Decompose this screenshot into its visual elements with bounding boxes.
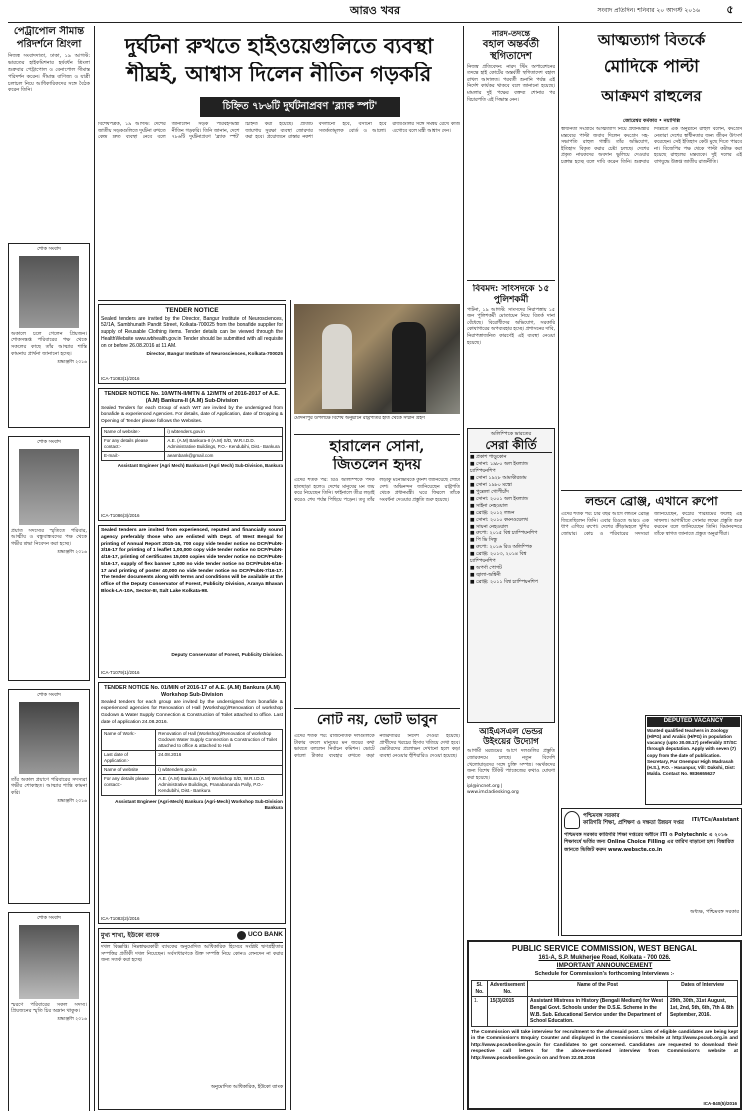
best-title: সেরা কীর্তি (470, 438, 552, 453)
tender-cell: aeambank@gmail.com (165, 452, 283, 461)
tender-notice-3 (98, 525, 286, 678)
lead-body: বিশেষপত্রক, ১৯ আগস্ট: দেশের জাতীয় সড়কগুলিতে দুর্ঘটনা রুখতে কেন্দ্র দ্রুত ব্যবস্থা নেবে বলে জানালেন সড়ক পরিবহণমন্ত্রী নীতিন গড়করি। তিনি জানান, দেশে ৭৮৬টি দুর্ঘটনাপ্রবণ 'ব্ল্যাক স্পট' চিহ্নিত করা হয়েছে। প্রতিটি জায়গায় সুরক্ষা ব্যবস্থা জোরদার করা হবে। প্রয়োজনে রাস্তার নকশা বদলানো হবে, বসানো হবে সতর্কতামূলক বোর্ড ও আলো। রাজ্যগুলির সঙ্গে সমন্বয় রেখে কাজ এগোবে বলে মন্ত্রী আশ্বাস দেন। (98, 122, 460, 141)
ipl-title-1: আইএসএল ভেন্ডর (479, 727, 543, 737)
tender-cell: Renovation of Hall (Workshop)/Renovation of workshop Godown Water Supply Connection & Construction of Toilet attached to office & attached to Hall (156, 729, 283, 750)
narada-body: নিজস্ব প্রতিবেদন: নারদ স্টিং অপারেশনের তদন্তে হাই কোর্টের অন্তর্বর্তী স্থগিতাদেশ বহাল রাখল আদালত। পরবর্তী শুনানি পর্যন্ত এই নির্দেশ কার্যকর থাকবে বলে জানানো হয়েছে। মামলার দুই পক্ষের বক্তব্য শোনার পর বিচারপতি এই সিদ্ধান্ত নেন। (467, 64, 555, 103)
photo-figure-right (392, 322, 426, 412)
news-photo (294, 304, 460, 414)
obituary-3 (8, 689, 90, 904)
modi-headline-2: মোদিকে পাল্টা (603, 58, 700, 77)
tender-body: Sealed tenders for each group are invited by the undersigned from bonafide & experienced agencies for Renovation of Hall (Workshop)/Renovation of workshop Godown & Water Supply Connection & Construction of Toilet attached to office. Last date of application 24.08.2016. (101, 699, 283, 725)
psc-footer: The Commission will take interview for recruitment to the aforesaid post. Lists of eligible candidates are being kept in the Commission's Enquiry Counter and displayed in the Commission's Website at http://www.pscwb.org.in and http://www.pscwbonline.gov.in for Candidates to get concerned. Candidates are requested to download their respective call letters for the above-mentioned interview from Commission's website at http://www.pscwbonline.gov.in on and from 22.08.2016 (471, 1029, 738, 1061)
obituary-body: স্মরণে পরিবারের সকল সদস্য। প্রিয়জনের স্মৃতি চির অম্লান থাকুক। (11, 1001, 87, 1015)
tender-cell: Name of website:- (102, 428, 165, 437)
best-list-item: ■ অপর্ণা পোপট (470, 566, 502, 572)
best-list-item: ■ ব্রোঞ্জ: ২০১১ বিশ্ব চ্যাম্পিয়নশিপ (470, 580, 538, 586)
obituary-body: অকালে চলে গেলেন প্রিয়জন। শোকসন্তপ্ত পরিবারের পক্ষ থেকে সকলের কাছে তাঁর আত্মার শান্তি কামনায় প্রার্থনা জানানো হচ্ছে। (11, 330, 87, 358)
tender-title: TENDER NOTICE No. 10/WTN-II/MTN & 12/MTN of 2016-2017 of A.E.(A.M) Bankura-II (A.M) Sub-Division (104, 391, 280, 405)
best-list-item: ■ সায়না নেহওয়াল (470, 524, 508, 530)
best-list-item: ■ ব্রোঞ্জ: ২০১২ লন্ডন (470, 510, 515, 516)
uco-body: দখল বিজ্ঞপ্তি। নিম্নস্বাক্ষরকারী ব্যাংকের অনুমোদিত আধিকারিক হিসেবে সংশ্লিষ্ট ঋণগ্রহীতার সম্পত্তির প্রতীকী দখল নিয়েছেন। সর্বসাধারণকে উক্ত সম্পত্তি নিয়ে কোনও লেনদেন না করার জন্য সতর্ক করা হচ্ছে। (101, 945, 283, 964)
vacancy-body: Wanted qualified teachers in Zoology (H/PG) and Arabic (H/PG) in population vacancy (upto 30.08.17) preferably ST/SC through deputation. Apply with seven (7) copy from the date of publication. Secretary, Par Onempur High Madrasah (H.S.), P.O. - Hasanpur, Vill: Dakshi, Dist: Malda. Contact No. 9836655627 (647, 727, 737, 777)
tender-notice-1 (98, 304, 286, 384)
heart-headline-1: হারালেন সোনা, (329, 438, 425, 455)
tender-body: Sealed Tenders for each Group of each WIT are invited by the undersigned from bonafide & experienced Agencies. For details, date of Application, date of Dropping & Opening of Tender please follows the Websites. (101, 405, 283, 424)
tender-code: ICA-T1079(1)/2016 (101, 670, 140, 676)
header-rule (8, 22, 742, 23)
obituary-body: প্রয়াত সদস্যের স্মৃতিতে পরিবার, আত্মীয় ও বন্ধুবান্ধবদের পক্ষ থেকে গভীর শ্রদ্ধা নিবেদন করা হচ্ছে। (11, 527, 87, 548)
psc-subtitle: Schedule for Commission's forthcoming Interviews :- (534, 971, 675, 978)
modi-byline: জোরেশ্বর কর্মকার • নয়াদিল্লি (622, 118, 681, 124)
page-number: ৫ (726, 3, 734, 16)
govt-body: পশ্চিমবঙ্গ সরকার কারিগরি শিক্ষা দপ্তরের অধীনে ITI ও Polytechnic এ ২০১৬ শিক্ষাবর্ষে ভর্তির জন্য Online Choice Filling এর তারিখ বাড়ানো হল। বিস্তারিত জানতে ভিজিট করুন www.webscte.co.in (564, 832, 734, 853)
modi-body: স্বাধীনতা সংগ্রামে আত্মত্যাগ নিয়ে প্রধানমন্ত্রীর মন্তব্যের পাল্টা জবাব দিলেন কংগ্রেস সহ-সভাপতি রাহুল গান্ধী। তাঁর অভিযোগ, ইতিহাস বিকৃত করার চেষ্টা চলছে। দেশের প্রকৃত নায়কদের অবদান ভুলিয়ে দেওয়ার চক্রান্ত হচ্ছে বলে দাবি করেন তিনি। শুক্রবার দিল্লিতে এক অনুষ্ঠানে রাহুল বলেন, কংগ্রেস নেতারা দেশের স্বাধীনতার জন্য জীবন উৎসর্গ করেছেন। সেই ইতিহাস কেউ মুছে দিতে পারবে না। বিজেপির পক্ষ থেকে পাল্টা কটাক্ষ করা হয়েছে রাহুলের মন্তব্যকে। দুই দলের এই বাগযুদ্ধে উত্তপ্ত জাতীয় রাজনীতি। (561, 127, 742, 166)
saansad-body: পাটনা, ১৯ আগস্ট: সাংসদের নিরাপত্তায় ১৫ জন পুলিশকর্মী মোতায়েন নিয়ে বিতর্ক দানা বেঁধেছে। বিরোধীদের অভিযোগ, সরকারি কোষাগারের অপব্যবহার হচ্ছে। প্রশাসনের দাবি, নিরাপত্তাজনিত কারণেই এই ব্যবস্থা নেওয়া হয়েছে। (467, 307, 555, 346)
obituary-1 (8, 243, 90, 428)
govt-title: কারিগরি শিক্ষা, প্রশিক্ষণ ও দক্ষতা উন্নয়ন দপ্তর (583, 820, 684, 826)
tender-table (101, 729, 283, 797)
tender-cell: i) wbtenders.gov.in (156, 765, 283, 774)
ipl-story (467, 727, 555, 907)
lead-headline-line1: দুর্ঘটনা রুখতে হাইওয়েগুলিতে ব্যবস্থা (124, 34, 434, 58)
story-body: নিজস্ব সংবাদদাতা, ঢাকা, ১৯ আগস্ট: ভারতের হাইকমিশনার হর্ষবর্ধন শ্রিংলা শুক্রবার পেট্রাপোল ও বেনাপোল সীমান্ত পরিদর্শন করেন। সীমান্ত বাণিজ্য ও যাত্রী চলাচল নিয়ে আধিকারিকদের সঙ্গে বৈঠক করেন তিনি। (8, 53, 90, 94)
govt-subtitle: ITI/TCs/Assistant (691, 816, 739, 823)
psc-th: Dates of Interview (668, 981, 738, 997)
tender-signature: Deputy Conservator of Forest, Publicity Division. (171, 653, 283, 658)
tender-table (101, 427, 283, 461)
deputed-vacancy-ad (645, 715, 742, 805)
obituary-body: তাঁর অকাল প্রয়াণে পরিবারের সদস্যরা গভীর শোকাহত। আত্মার শান্তি কামনা করি। (11, 776, 87, 797)
portrait-photo (19, 449, 79, 525)
tender-code: ICA-T1083(1)/2016 (101, 376, 140, 382)
psc-table-header (472, 981, 738, 997)
vote-body: এদের শতক পর: রাজনৈতিক দলগুলিকে টাকার বদলে মানুষের মন জয়ের কথা ভাবতে বললেন নির্বাচন কমিশন। ভোটে কালো টাকার ব্যবহার রুখতে কড়া নজরদারির নির্দেশ দেওয়া হয়েছে। প্রার্থীদের খরচের হিসাব খতিয়ে দেখা হবে। ভোটারদের প্রলোভন দেখানো হলে কড়া ব্যবস্থা নেওয়ার হুঁশিয়ারিও দেওয়া হয়েছে। (294, 734, 460, 759)
bank-logo-icon (237, 931, 246, 940)
vacancy-title: DEPUTED VACANCY (647, 717, 740, 727)
uco-logo (237, 931, 283, 940)
lead-bottom-rule (98, 300, 286, 301)
tender-cell: i) wbtenders.gov.in (165, 428, 283, 437)
tender-title: TENDER NOTICE (165, 307, 219, 314)
narada-story (467, 28, 555, 278)
narada-title-2: স্থগিতাদেশ (490, 50, 532, 62)
govt-signature: অধ্যক্ষ, পশ্চিমবঙ্গ সরকার (690, 909, 739, 915)
best-list-item: ■ সোনা: ১৯৮০ অল ইংল্যান্ড চ্যাম্পিয়নশিপ (470, 461, 528, 474)
saansad-story (467, 284, 555, 434)
tender-notice-2 (98, 388, 286, 521)
tender-code: ICA-T1086(3)/2016 (101, 513, 140, 519)
psc-th: Sl. No. (472, 981, 488, 997)
tender-body: Sealed tenders are invited from experienced, reputed and financially sound agency preferably those who are enlisted with Dept. of West Bengal for printing of Annual Report 2015-16, 700 copy vide tender notice no DCF/PubN-3/16-17 for printing of 1 leaflet 1,00,000 copy vide tender notice no DCF/PubN-4/16-17, printing of certificates 15,000 copies vide tender notice no DCF/PubN-5/16-17, supply of flex banner 1,000 no vide tender notice no DCF/PubN-6/16-17 and printing of poster 40,000 no vide tender notice no DCF/PubN-7/16-17. The tender documents along with terms and conditions will be available at the office of the Deputy Conservator of Forest, Publicity Division, Aranya Bhavan Block-LA-10A, Sector-III, Salt Lake Kolkata-98. (101, 528, 283, 594)
saansad-title: বিবমদ: সাংসদকে ১৫ পুলিশকর্মী (472, 284, 550, 305)
tender-cell: 24.08.2016 (156, 750, 283, 765)
tender-cell: For any details please contact:- (102, 774, 156, 795)
page-header (0, 0, 750, 22)
psc-table (471, 980, 738, 1027)
photo-figure-left (322, 324, 352, 409)
story-title: পেট্রাপোল সীমান্ত পরিদর্শনে শ্রিংলা (13, 26, 85, 50)
uco-bank-name: UCO BANK (247, 931, 283, 939)
psc-notice-title: IMPORTANT ANNOUNCEMENT (556, 962, 653, 970)
best-list-item: ■ সাইনা নেহওয়াল (470, 503, 508, 509)
best-list-item: ■ রুপো: ২০১৫ বিশ্ব চ্যাম্পিয়নশিপ (470, 531, 538, 537)
heart-body: এদের শতক পর: রিও অলিম্পিকে পদক হাতছাড়া হলেও দেশের মানুষের মন জয় করে নিয়েছেন তিনি। ফাইনালে তীব্র লড়াই করেও শেষ পর্যন্ত পিছিয়ে পড়েন। তবু তাঁর লড়াকু মনোভাবকে কুর্নিশ জানিয়েছে গোটা দেশ। অভিনন্দন জানিয়েছেন রাষ্ট্রপতি থেকে প্রধানমন্ত্রী। ঘরে ফিরলে তাঁকে সংবর্ধনা দেওয়ার প্রস্তুতি শুরু হয়েছে। (294, 478, 460, 503)
best-list-item: ■ জ্বালা-অশ্বিনী (470, 573, 501, 579)
lead-subhead-text: চিহ্নিত ৭৮৬টি দুর্ঘটনাপ্রবণ 'ব্ল্যাক স্পট' (222, 101, 378, 112)
tender-signature: Assistant Engineer (Agri-Mech) Bankura (Agri-Mech) Workshop Sub-Division Bankura (115, 799, 283, 811)
ipl-title-2: উইংয়ের উদ্যোগ (483, 737, 539, 748)
column-divider (558, 26, 559, 936)
tender-cell: Name of Work:- (102, 729, 156, 750)
tender-cell: A.E. (A.M) Bankura (A.M) Workshop S/D, W.R.I.D.D. Administrative Buildings, Pranabananda Pally, P.O.- Kendubihi, Dist.- Bankura (156, 774, 283, 795)
psc-cell: 15(3)/2015 (488, 997, 528, 1026)
psc-title: PUBLIC SERVICE COMMISSION, WEST BENGAL (511, 944, 698, 953)
obituary-footer: শ্রদ্ধাঞ্জলি ২০১৬ (57, 360, 87, 366)
portrait-photo (19, 702, 79, 774)
state-emblem-icon (564, 811, 580, 829)
uco-title: মুখ্য শাখা, ইউকো ব্যাংক (101, 931, 160, 939)
uco-header (101, 931, 283, 943)
ipl-contact: ipl@incnet.org | www.imcladiesking.org (467, 784, 519, 796)
tender-code: ICA-T1083(2)/2016 (101, 916, 140, 922)
obituary-tag: শোক সংবাদ (37, 915, 61, 921)
tender-title: TENDER NOTICE No. 01/MIN of 2016-17 of A.E. (A.M) Bankura (A.M) Workshop Sub-Division (104, 685, 280, 699)
london-body: এদের শতক পর: চার বছর আগে লন্ডনে ব্রোঞ্জ জিতেছিলেন তিনি। এবার রিওতে আরও এক ধাপ এগিয়ে রুপো। দেশের ক্রীড়ামহলে খুশির জোয়ার। কোচ ও পরিবারের সদস্যরা জানিয়েছেন, কঠোর পরিশ্রমের ফলেই এই সাফল্য। আগামীতে সোনার লক্ষ্যে প্রস্তুতি শুরু করবেন বলে জানিয়েছেন তিনি। বিমানবন্দরে তাঁকে স্বাগত জানাতে প্রস্তুত অনুরাগীরা। (561, 512, 742, 537)
tender-signature: Assistant Engineer (Agri Mech) Bankura-II (Agri Mech) Sub-Division, Bankura (117, 463, 283, 469)
psc-address: 161-A, S.P. Mukherjee Road, Kolkata - 700 026. (538, 954, 671, 961)
best-list-item: ■ ব্রোঞ্জ: ২০১৩, ২০১৪ বিশ্ব চ্যাম্পিয়নশিপ (470, 552, 527, 565)
narada-kicker: নারদ-তদন্তে (492, 28, 530, 38)
modi-headline-1: আত্মত্যাগ বিতর্কে (597, 32, 706, 49)
obituary-tag: শোক সংবাদ (37, 246, 61, 252)
best-list (470, 455, 552, 587)
london-headline: লন্ডনে ব্রোঞ্জ, এখানে রুপো (585, 494, 718, 508)
heart-headline-2: জিতলেন হৃদয় (332, 456, 422, 473)
tender-cell: E-mail:- (102, 452, 165, 461)
govt-header (564, 811, 739, 829)
obituary-tag: শোক সংবাদ (37, 692, 61, 698)
psc-th: Advertisement No. (488, 981, 528, 997)
best-kicker: অলিম্পিকে ভারতের (490, 431, 532, 437)
psc-cell: 29th, 30th, 31st August, 1st, 2nd, 5th, 6th, 7th & 8th September, 2016. (668, 997, 738, 1026)
obituary-tag: শোক সংবাদ (37, 439, 61, 445)
modi-headline-3: আক্রমণ রাহুলের (601, 88, 702, 105)
psc-cell: 1. (472, 997, 488, 1026)
govt-advert (561, 808, 742, 936)
column-divider (94, 26, 95, 1111)
column-divider (463, 26, 464, 1110)
tender-cell: Last date of Application:- (102, 750, 156, 765)
best-list-item: ■ রুপো: ২০১৬ রিও অলিম্পিক (470, 545, 532, 551)
ipl-body: আগামী মরশুমের আগে দলগুলির প্রস্তুতি জোরকদমে চলছে। নতুন বিদেশি খেলোয়াড়দের সঙ্গে চুক্তি সম্পন্ন। সমর্থকদের জন্য বিশেষ টিকিট প্যাকেজের কথাও ঘোষণা করা হয়েছে। (467, 749, 555, 781)
tender-signature: Director, Bangur Institute of Neurosciences, Kolkata-700025 (146, 352, 283, 358)
paper-date: সংবাদ প্রতিদিন। শনিবার ২০ আগস্ট ২০১৬ (597, 7, 700, 14)
section-title: আরও খবর (349, 4, 401, 17)
vote-headline: নোট নয়, ভোট ভাবুন (316, 712, 438, 728)
section-rule (467, 280, 555, 281)
lead-subhead (200, 97, 400, 117)
left-column (8, 26, 90, 1111)
obituary-footer: শ্রদ্ধাঞ্জলি ২০১৬ (57, 550, 87, 556)
obituary-footer: শ্রদ্ধাঞ্জলি ২০১৬ (57, 799, 87, 805)
psc-notice (467, 940, 742, 1110)
section-rule (561, 490, 742, 491)
tender-cell: A.E. (A.M) Bankura-II (A.M) S/D, W.R.I.D.D. Administrative Buildings, P.O.- Kendubihi, Dist.- Bankura (165, 437, 283, 452)
psc-code: ICA-840(5)/2016 (703, 1101, 737, 1107)
psc-cell: Assistant Mistress in History (Bengali Medium) for West Bengal Govt. Schools under the D.S.E. Scheme in the W.B. Sub. Educational Service under the Department of School Education. (528, 997, 668, 1026)
obituary-4 (8, 912, 90, 1111)
lead-headline-line2: শীঘ্রই, আশ্বাস দিলেন নীতিন গড়করি (126, 62, 432, 86)
photo-caption: মেদিনীপুর উপলক্ষে বিশেষ অনুষ্ঠানে রাষ্ট্রপতির হাত থেকে সম্মান গ্রহণ (294, 416, 425, 421)
tender-cell: For any details please contact:- (102, 437, 165, 452)
best-feats-box (467, 428, 555, 723)
portrait-photo (19, 925, 79, 999)
portrait-photo (19, 256, 79, 328)
best-list-item: ■ সোনা ১৯৮০ মস্কো (470, 482, 512, 488)
best-list-item: ■ সোনা ১৯২৮ আমস্টারডাম (470, 475, 527, 481)
narada-title-1: বহাল অন্তর্বর্তী (482, 38, 540, 50)
tender-notice-4 (98, 682, 286, 924)
uco-signature: অনুমোদিত আধিকারিক, ইউকো ব্যাংক (210, 1085, 283, 1090)
best-list-item: ■ পুল্লেলা গোপীচাঁদ (470, 489, 509, 495)
tender-body: Sealed tenders are invited by the Director, Bangur Institute of Neurosciences, 52/1A, Sambhunath Pandit Street, Kolkata-700025 from the bonafide supplier for supply of Reusable Clothing items. Tender details can be viewed through the HealthWebsite www.wbhealth.gov.in Tender should be submitted with all requisite on or before 26.08.2016 at 11 AM. (101, 315, 283, 350)
uco-bank-notice (98, 928, 286, 1110)
best-list-item: ■ প্রকাশ পাড়ুকোন (470, 454, 507, 460)
best-list-item: ■ সোনা: ২০১০ কমনওয়েলথ (470, 517, 528, 523)
column-divider (290, 300, 291, 1110)
obituary-2 (8, 436, 90, 681)
best-list-item: ■ সোনা: ২০০১ অল ইংল্যান্ড (470, 496, 528, 502)
obituary-footer: শ্রদ্ধাঞ্জলি ২০১৬ (57, 1017, 87, 1023)
best-list-item: ■ পি ভি সিন্ধু (470, 538, 498, 544)
section-rule (294, 434, 460, 435)
psc-th: Name of the Post (528, 981, 668, 997)
govt-emblem-text: পশ্চিমবঙ্গ সরকার (583, 812, 620, 819)
psc-table-row (472, 997, 738, 1026)
section-rule (294, 708, 460, 709)
tender-cell: Name of website (102, 765, 156, 774)
